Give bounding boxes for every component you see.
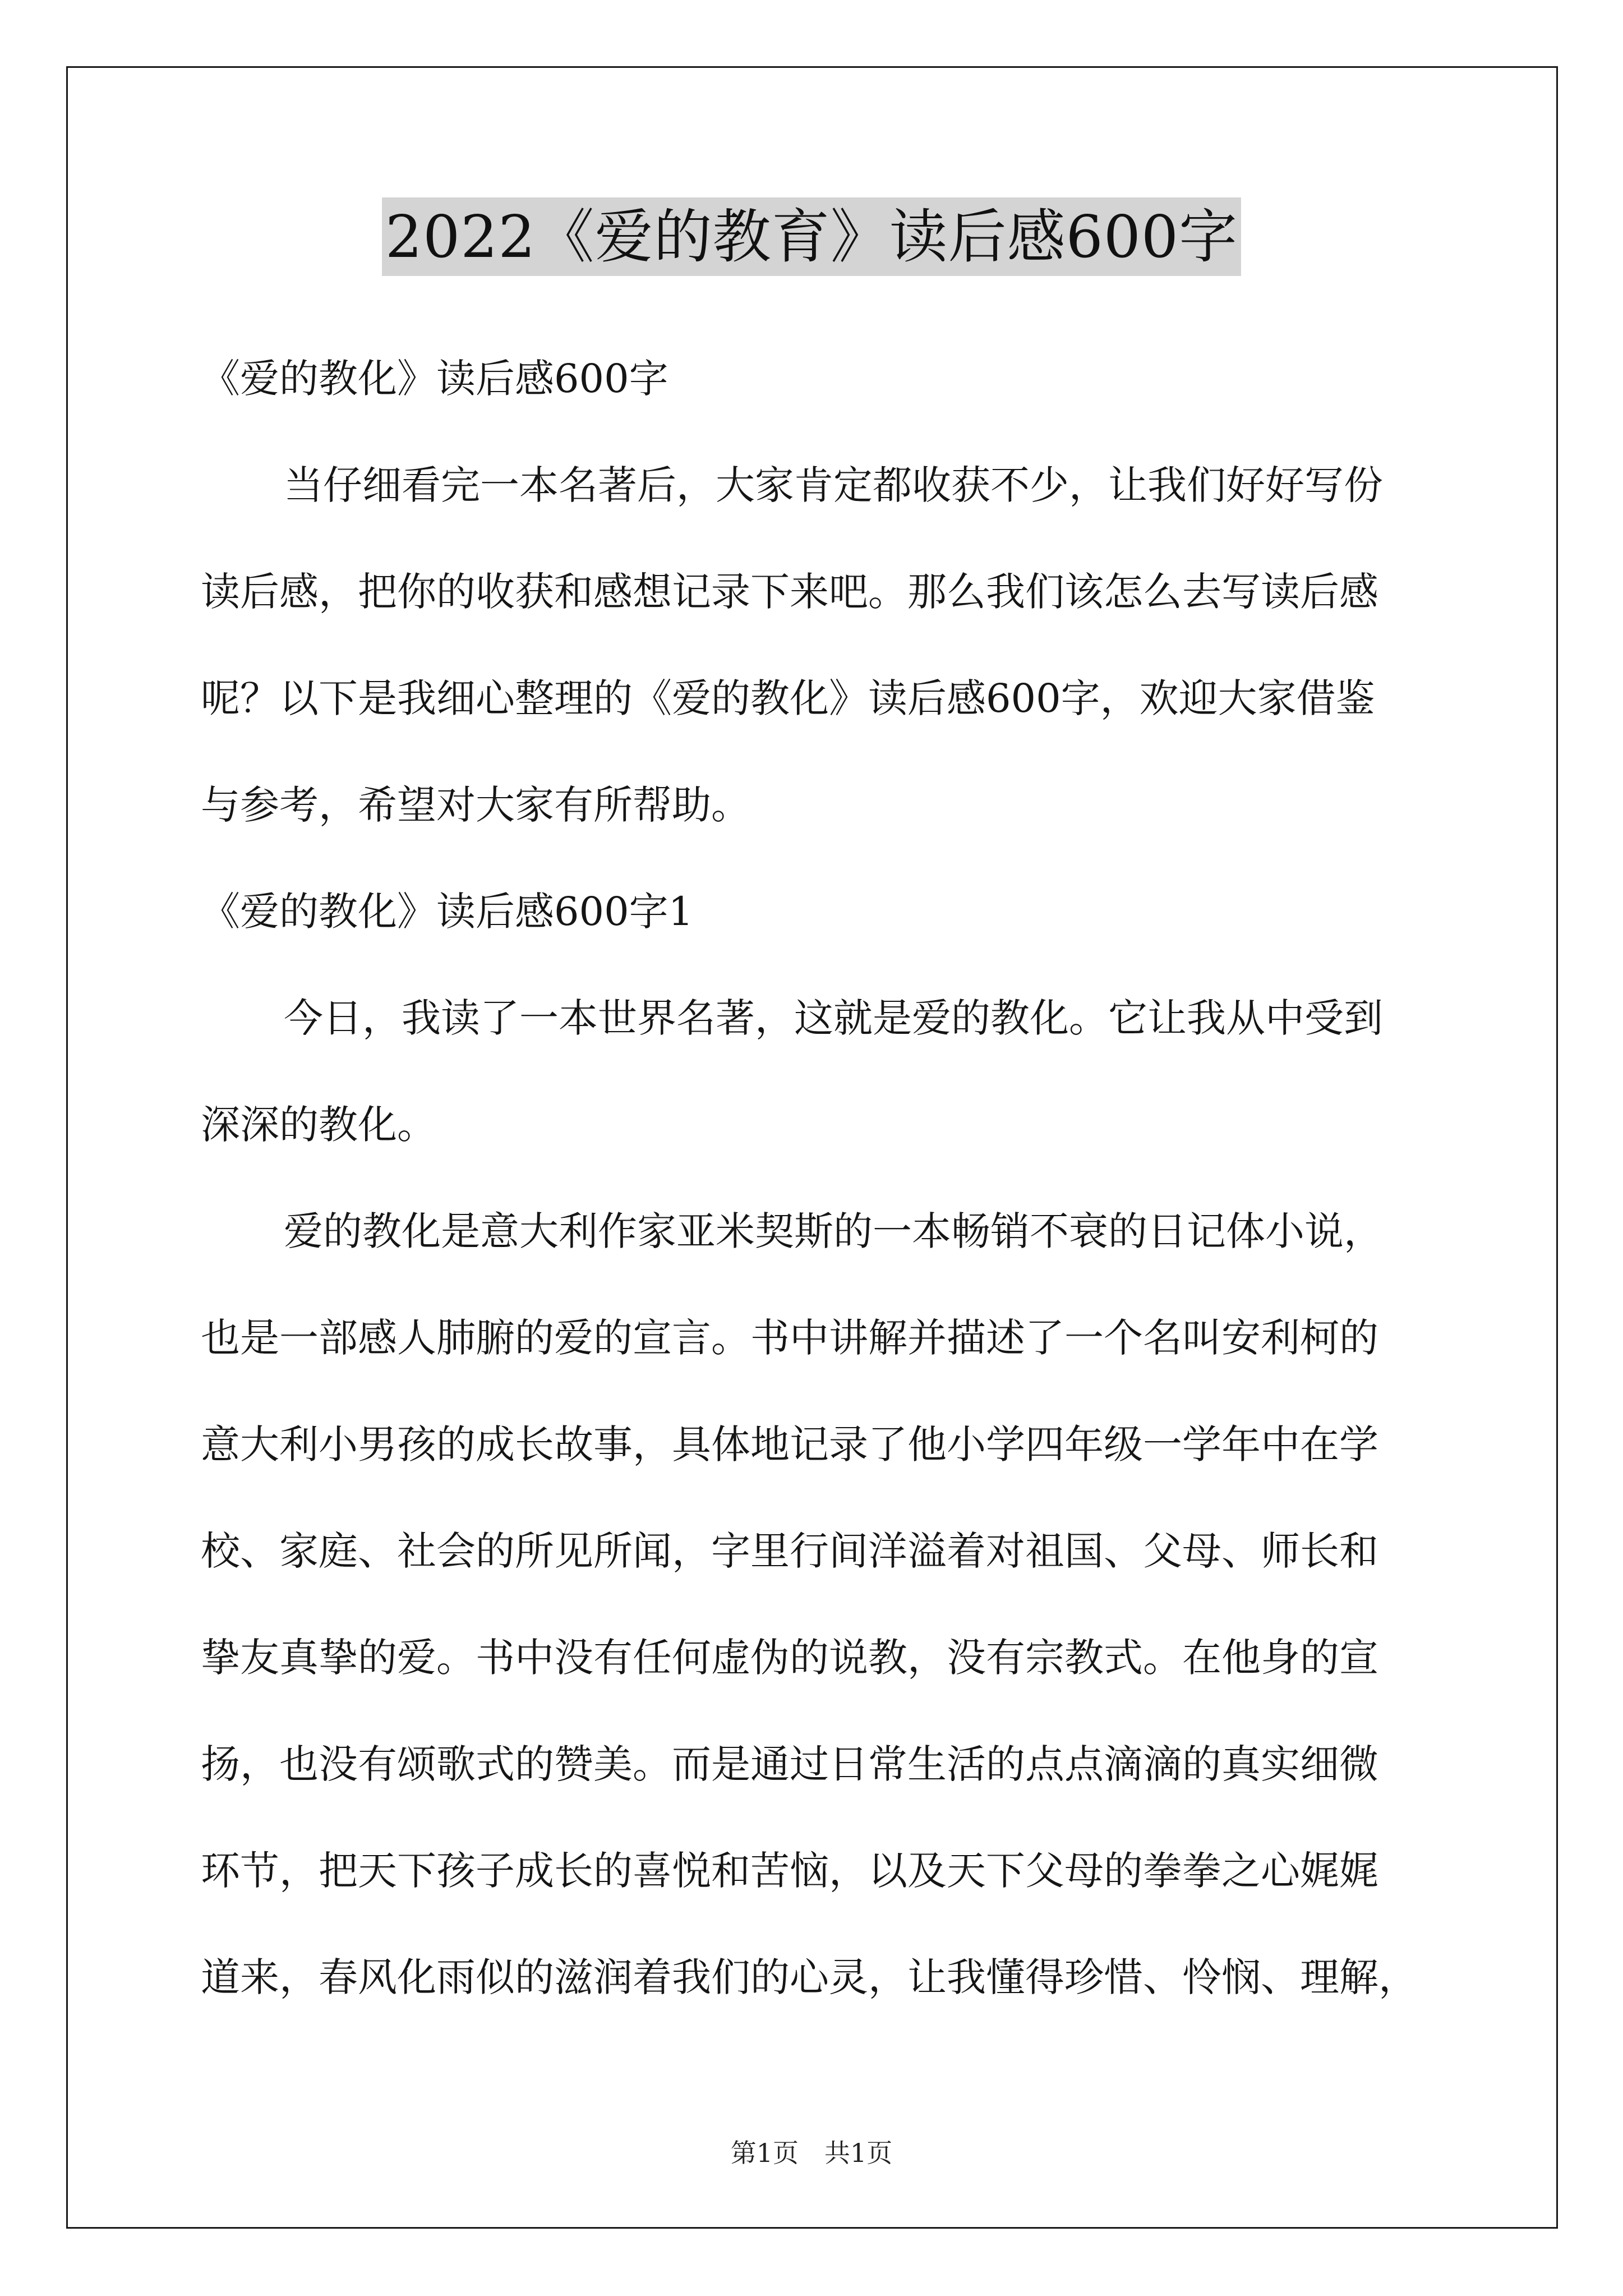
document-title: 2022《爱的教育》读后感600字 (382, 197, 1241, 276)
paragraph-line: 扬，也没有颂歌式的赞美。而是通过日常生活的点点滴滴的真实细微 (201, 1741, 1378, 1787)
paragraph-line: 挚友真挚的爱。书中没有任何虚伪的说教，没有宗教式。在他身的宣 (201, 1635, 1378, 1681)
paragraph-line: 道来，春风化雨似的滋润着我们的心灵，让我懂得珍惜、怜悯、理解， (201, 1954, 1418, 2000)
paragraph-line: 与参考，希望对大家有所帮助。 (201, 782, 750, 828)
paragraph-line: 呢？以下是我细心整理的《爱的教化》读后感600字，欢迎大家借鉴 (201, 675, 1375, 721)
paragraph-line: 爱的教化是意大利作家亚米契斯的一本畅销不衰的日记体小说， (284, 1208, 1383, 1254)
paragraph-line: 读后感，把你的收获和感想记录下来吧。那么我们该怎么去写读后感 (201, 569, 1378, 615)
subtitle: 《爱的教化》读后感600字 (201, 356, 668, 402)
paragraph-line: 当仔细看完一本名著后，大家肯定都收获不少，让我们好好写份 (284, 462, 1383, 508)
page-footer (0, 2136, 1623, 2170)
paragraph-line: 校、家庭、社会的所见所闻，字里行间洋溢着对祖国、父母、师长和 (201, 1528, 1378, 1574)
paragraph-line: 也是一部感人肺腑的爱的宣言。书中讲解并描述了一个名叫安利柯的 (201, 1315, 1378, 1361)
page-number-current: 第1页 (730, 2138, 799, 2168)
title-container (0, 197, 1623, 276)
section-heading: 《爱的教化》读后感600字1 (201, 889, 694, 935)
paragraph-line: 环节，把天下孩子成长的喜悦和苦恼，以及天下父母的拳拳之心娓娓 (201, 1848, 1378, 1894)
paragraph-line: 今日，我读了一本世界名著，这就是爱的教化。它让我从中受到 (284, 995, 1383, 1041)
page-number-total: 共1页 (824, 2138, 893, 2168)
paragraph-line: 意大利小男孩的成长故事，具体地记录了他小学四年级一学年中在学 (201, 1421, 1378, 1467)
paragraph-line: 深深的教化。 (201, 1102, 436, 1148)
